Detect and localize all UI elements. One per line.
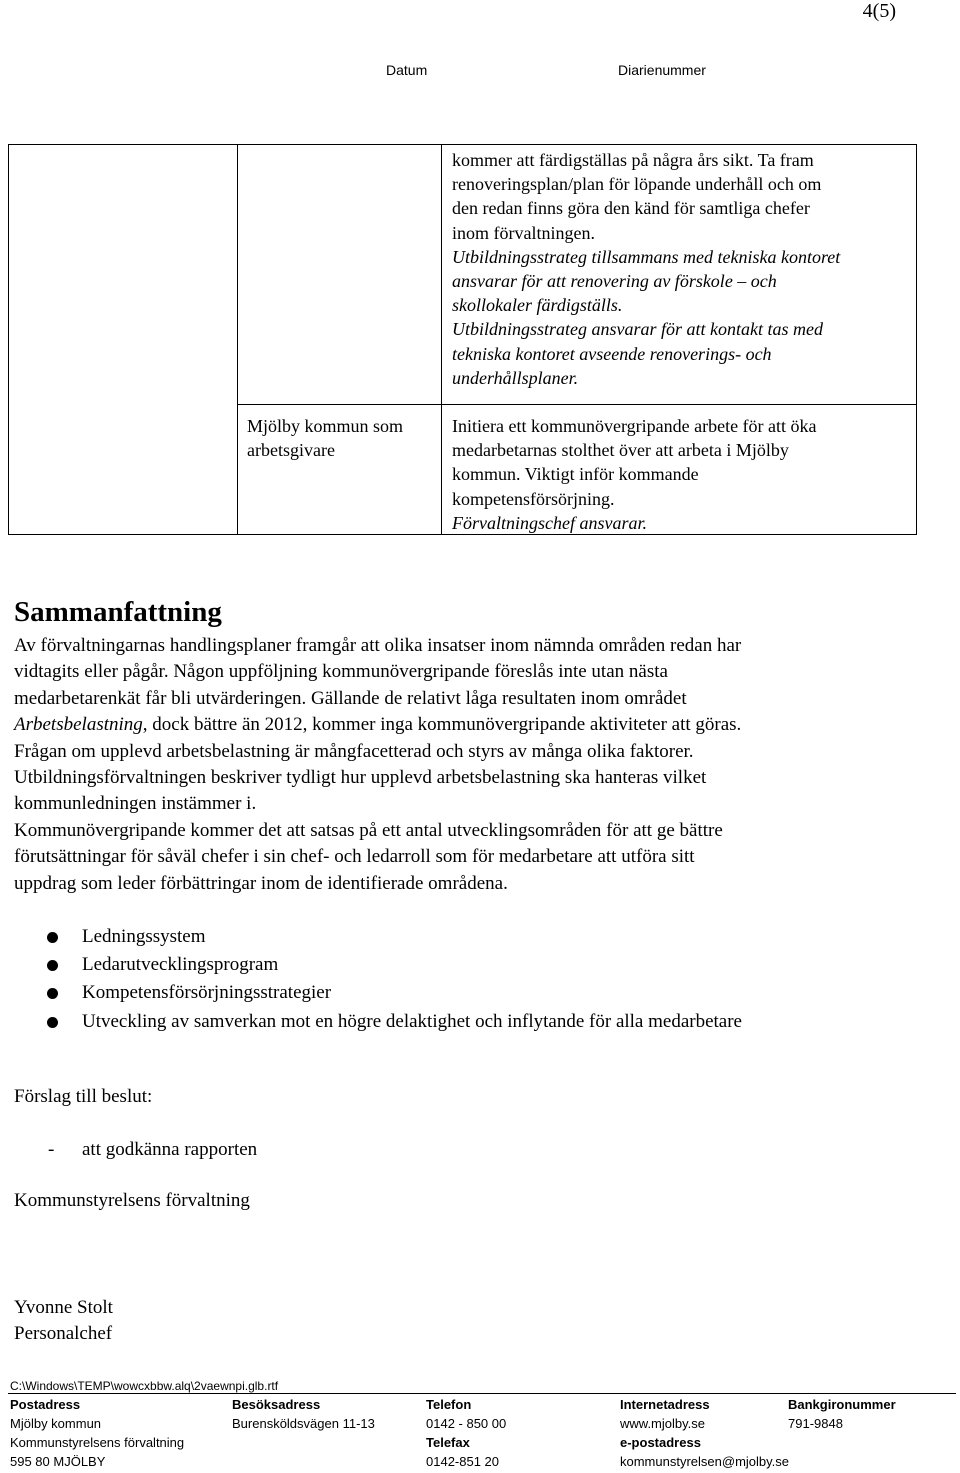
summary-line (14, 765, 934, 791)
summary-text: uppdrag som leder förbättringar inom de identifierade områdena. (14, 872, 508, 894)
footer-besoksadress-label: Besöksadress (232, 1397, 321, 1412)
summary-text: kommunledningen instämmer i. (14, 793, 257, 815)
footer-telefon-value: 0142 - 850 00 (426, 1416, 507, 1431)
footer-telefax-value: 0142-851 20 (426, 1454, 500, 1469)
footer-telefax-label: Telefax (426, 1435, 470, 1450)
list-item (44, 951, 742, 979)
table-cell-line: renoveringsplan/plan för löpande underhåll och om (452, 174, 822, 195)
list-item (44, 979, 742, 1007)
summary-line (14, 686, 934, 712)
signature-name: Yvonne Stolt (14, 1297, 113, 1318)
table-cell-line: Utbildningsstrateg ansvarar för att kontakt tas med (452, 319, 823, 340)
summary-line (14, 791, 934, 817)
footer-bankgiro-label: Bankgironummer (788, 1397, 896, 1412)
summary-line (14, 871, 934, 897)
footer-internet-label: Internetadress (620, 1397, 710, 1412)
table-cell-line: Initiera ett kommunövergripande arbete för att öka (452, 416, 817, 436)
summary-line (14, 844, 934, 870)
list-item-text: Ledarutvecklingsprogram (82, 954, 279, 976)
footer-telefon-label: Telefon (426, 1397, 472, 1412)
summary-text: Frågan om upplevd arbetsbelastning är mångfacetterad och styrs av många olika faktorer. (14, 740, 694, 762)
summary-text: vidtagits eller pågår. Någon uppföljning kommunövergripande föreslås inte utan nästa (14, 661, 668, 683)
summary-text: Utbildningsförvaltningen beskriver tydligt hur upplevd arbetsbelastning ska hanteras vilket (14, 767, 707, 789)
file-path: C:\Windows\TEMP\wowcxbbw.alq\2vaewnpi.glb.rtf (10, 1379, 279, 1393)
table-cell-line: inom förvaltningen. (452, 222, 595, 243)
table-cell-line: Mjölby kommun som (247, 416, 404, 436)
table-cell-line: arbetsgivare (247, 440, 335, 461)
footer-besoksadress-value: Burensköldsvägen 11-13 (232, 1416, 375, 1431)
summary-line (14, 818, 934, 844)
list-item-text: Utveckling av samverkan mot en högre delaktighet och inflytande för alla medarbetare (82, 1010, 742, 1032)
list-item-text: Ledningssystem (82, 926, 206, 947)
footer-postadress-line3: 595 80 MJÖLBY (10, 1454, 106, 1469)
bullet-icon (47, 1017, 58, 1028)
footer-internet-value: www.mjolby.se (620, 1416, 706, 1431)
footer-epost-value: kommunstyrelsen@mjolby.se (620, 1454, 790, 1469)
summary-text: förutsättningar för såväl chefer i sin chef- och ledarroll som för medarbetare att utföra sitt (14, 846, 695, 868)
header-datum-label: Datum (386, 62, 428, 78)
header-diarienummer-label: Diarienummer (618, 62, 706, 78)
footer-epost-label: e-postadress (620, 1435, 701, 1450)
table-cell-line: kompetensförsörjning. (452, 488, 615, 509)
table-row-divider (237, 404, 916, 405)
summary-text: , dock bättre än 2012, kommer inga kommunövergripande aktiviteter att göras. (142, 714, 742, 736)
list-item (44, 1008, 742, 1036)
summary-line (14, 633, 934, 659)
summary-text: medarbetarenkät får bli utvärderingen. Gällande de relativt låga resultaten inom området (14, 687, 687, 709)
summary-line (14, 712, 934, 738)
table-cell-line: skollokaler färdigställs. (452, 295, 623, 316)
proposal-label: Förslag till beslut: (14, 1086, 153, 1107)
table-cell-line: medarbetarnas stolthet över att arbeta i Mjölby (452, 440, 789, 461)
page-number: 4(5) (862, 0, 896, 22)
footer-postadress-line2: Kommunstyrelsens förvaltning (10, 1435, 185, 1450)
table-cell-line: kommun. Viktigt inför kommande (452, 464, 699, 485)
proposal-item (48, 1139, 257, 1161)
bullet-icon (47, 960, 58, 971)
summary-text: Arbetsbelastning (14, 714, 143, 736)
list-item (44, 923, 742, 951)
table-cell-line: tekniska kontoret avseende renoverings- och (452, 343, 772, 364)
summary-text: Av förvaltningarnas handlingsplaner framgår att olika insatser inom nämnda områden redan har (14, 635, 742, 656)
table-cell-line: Utbildningsstrateg tillsammans med tekniska kontoret (452, 246, 841, 267)
summary-body (14, 633, 934, 897)
footer-bankgiro-value: 791-9848 (788, 1416, 843, 1431)
section-heading: Sammanfattning (14, 596, 222, 628)
list-item-text: Kompetensförsörjningsstrategier (82, 982, 332, 1004)
table-cell-line: Förvaltningschef ansvarar. (452, 512, 647, 533)
footer-divider (8, 1393, 956, 1394)
proposal-dash: - (48, 1139, 55, 1160)
bullet-icon (47, 988, 58, 999)
action-table (8, 144, 917, 535)
table-row1-action-cell (452, 148, 912, 390)
table-column-divider (237, 145, 238, 534)
focus-area-list (44, 923, 742, 1036)
summary-line (14, 659, 934, 685)
proposal-item-text: att godkänna rapporten (82, 1139, 258, 1160)
bullet-icon (47, 932, 58, 943)
table-cell-line: den redan finns göra den känd för samtliga chefer (452, 198, 810, 219)
table-cell-line: ansvarar för att renovering av förskole – och (452, 271, 777, 292)
table-cell-line: underhållsplaner. (452, 367, 579, 388)
table-column-divider (441, 145, 442, 534)
summary-text: Kommunövergripande kommer det att satsas på ett antal utvecklingsområden för att ge bättre (14, 819, 723, 841)
summary-line (14, 739, 934, 765)
table-cell-line: kommer att färdigställas på några års sikt. Ta fram (452, 150, 814, 170)
footer-postadress-label: Postadress (10, 1397, 81, 1412)
signature-title: Personalchef (14, 1323, 113, 1344)
table-row2-action-cell (452, 414, 912, 535)
footer-postadress-line1: Mjölby kommun (10, 1416, 102, 1431)
organization-name: Kommunstyrelsens förvaltning (14, 1190, 250, 1211)
table-row2-area-cell (247, 414, 437, 462)
